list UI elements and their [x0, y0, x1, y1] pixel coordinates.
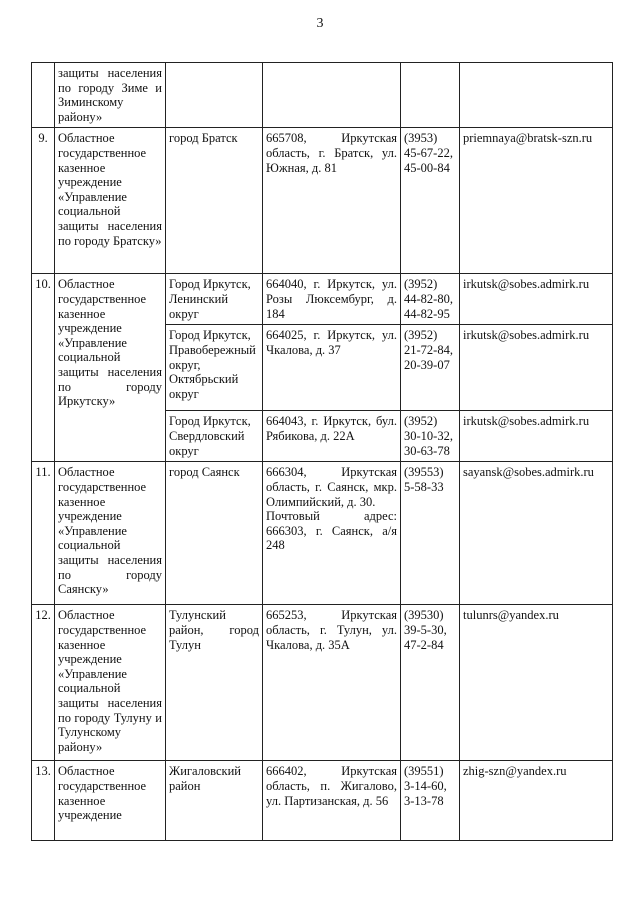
row-number: 11. — [32, 462, 55, 605]
organization-name: Областное государственное казенное учреждение «Управление социальной защиты населения по городу Иркутску» — [55, 274, 166, 462]
row-number: 12. — [32, 605, 55, 761]
phone: (39551) 3-14-60, 3-13-78 — [401, 761, 460, 841]
organization-name: Областное государственное казенное учреждение «Управление социальной защиты населения по городу Саянску» — [55, 462, 166, 605]
address: 666304, Иркутская область, г. Саянск, мкр. Олимпийский, д. 30. Почтовый адрес: 666303, г. Саянск, а/я 248 — [263, 462, 401, 605]
address: 664040, г. Иркутск, ул. Розы Люксембург, д. 184 — [263, 274, 401, 325]
territory: Жигаловский район — [166, 761, 263, 841]
phone: (3952) 30-10-32, 30-63-78 — [401, 411, 460, 462]
phone: (39530) 39-5-30, 47-2-84 — [401, 605, 460, 761]
phone: (3952) 21-72-84, 20-39-07 — [401, 325, 460, 411]
territory: Город Иркутск, Свердловский округ — [166, 411, 263, 462]
territory: город Саянск — [166, 462, 263, 605]
email: tulunrs@yandex.ru — [460, 605, 613, 761]
page-number: 3 — [316, 16, 324, 31]
organization-name: Областное государственное казенное учреждение «Управление социальной защиты населения по городу Тулуну и Тулунскому району» — [55, 605, 166, 761]
organization-name: Областное государственное казенное учреждение — [55, 761, 166, 841]
territory: Тулунский район, город Тулун — [166, 605, 263, 761]
email — [460, 63, 613, 128]
table-row — [32, 63, 613, 128]
address: 665253, Иркутская область, г. Тулун, ул. Чкалова, д. 35А — [263, 605, 401, 761]
phone: (3952) 44-82-80, 44-82-95 — [401, 274, 460, 325]
address: 664025, г. Иркутск, ул. Чкалова, д. 37 — [263, 325, 401, 411]
phone: (3953) 45-67-22, 45-00-84 — [401, 128, 460, 274]
address: 664043, г. Иркутск, бул. Рябикова, д. 22А — [263, 411, 401, 462]
email: priemnaya@bratsk-szn.ru — [460, 128, 613, 274]
address — [263, 63, 401, 128]
email: irkutsk@sobes.admirk.ru — [460, 274, 613, 325]
territory: Город Иркутск, Ленинский округ — [166, 274, 263, 325]
email: irkutsk@sobes.admirk.ru — [460, 325, 613, 411]
address: 665708, Иркутская область, г. Братск, ул. Южная, д. 81 — [263, 128, 401, 274]
table-row — [32, 605, 613, 761]
territory: город Братск — [166, 128, 263, 274]
organization-name: защиты населения по городу Зиме и Зиминскому району» — [55, 63, 166, 128]
territory: Город Иркутск, Правобережный округ, Октябрьский округ — [166, 325, 263, 411]
email: sayansk@sobes.admirk.ru — [460, 462, 613, 605]
organization-name: Областное государственное казенное учреждение «Управление социальной защиты населения по городу Братску» — [55, 128, 166, 274]
phone: (39553) 5-58-33 — [401, 462, 460, 605]
phone — [401, 63, 460, 128]
row-number: 10. — [32, 274, 55, 462]
table-row — [32, 462, 613, 605]
row-number — [32, 63, 55, 128]
address: 666402, Иркутская область, п. Жигалово, ул. Партизанская, д. 56 — [263, 761, 401, 841]
table-row — [32, 274, 613, 325]
institutions-table — [31, 62, 613, 841]
email: irkutsk@sobes.admirk.ru — [460, 411, 613, 462]
territory — [166, 63, 263, 128]
table-row — [32, 761, 613, 841]
email: zhig-szn@yandex.ru — [460, 761, 613, 841]
row-number: 9. — [32, 128, 55, 274]
row-number: 13. — [32, 761, 55, 841]
table-row — [32, 128, 613, 274]
